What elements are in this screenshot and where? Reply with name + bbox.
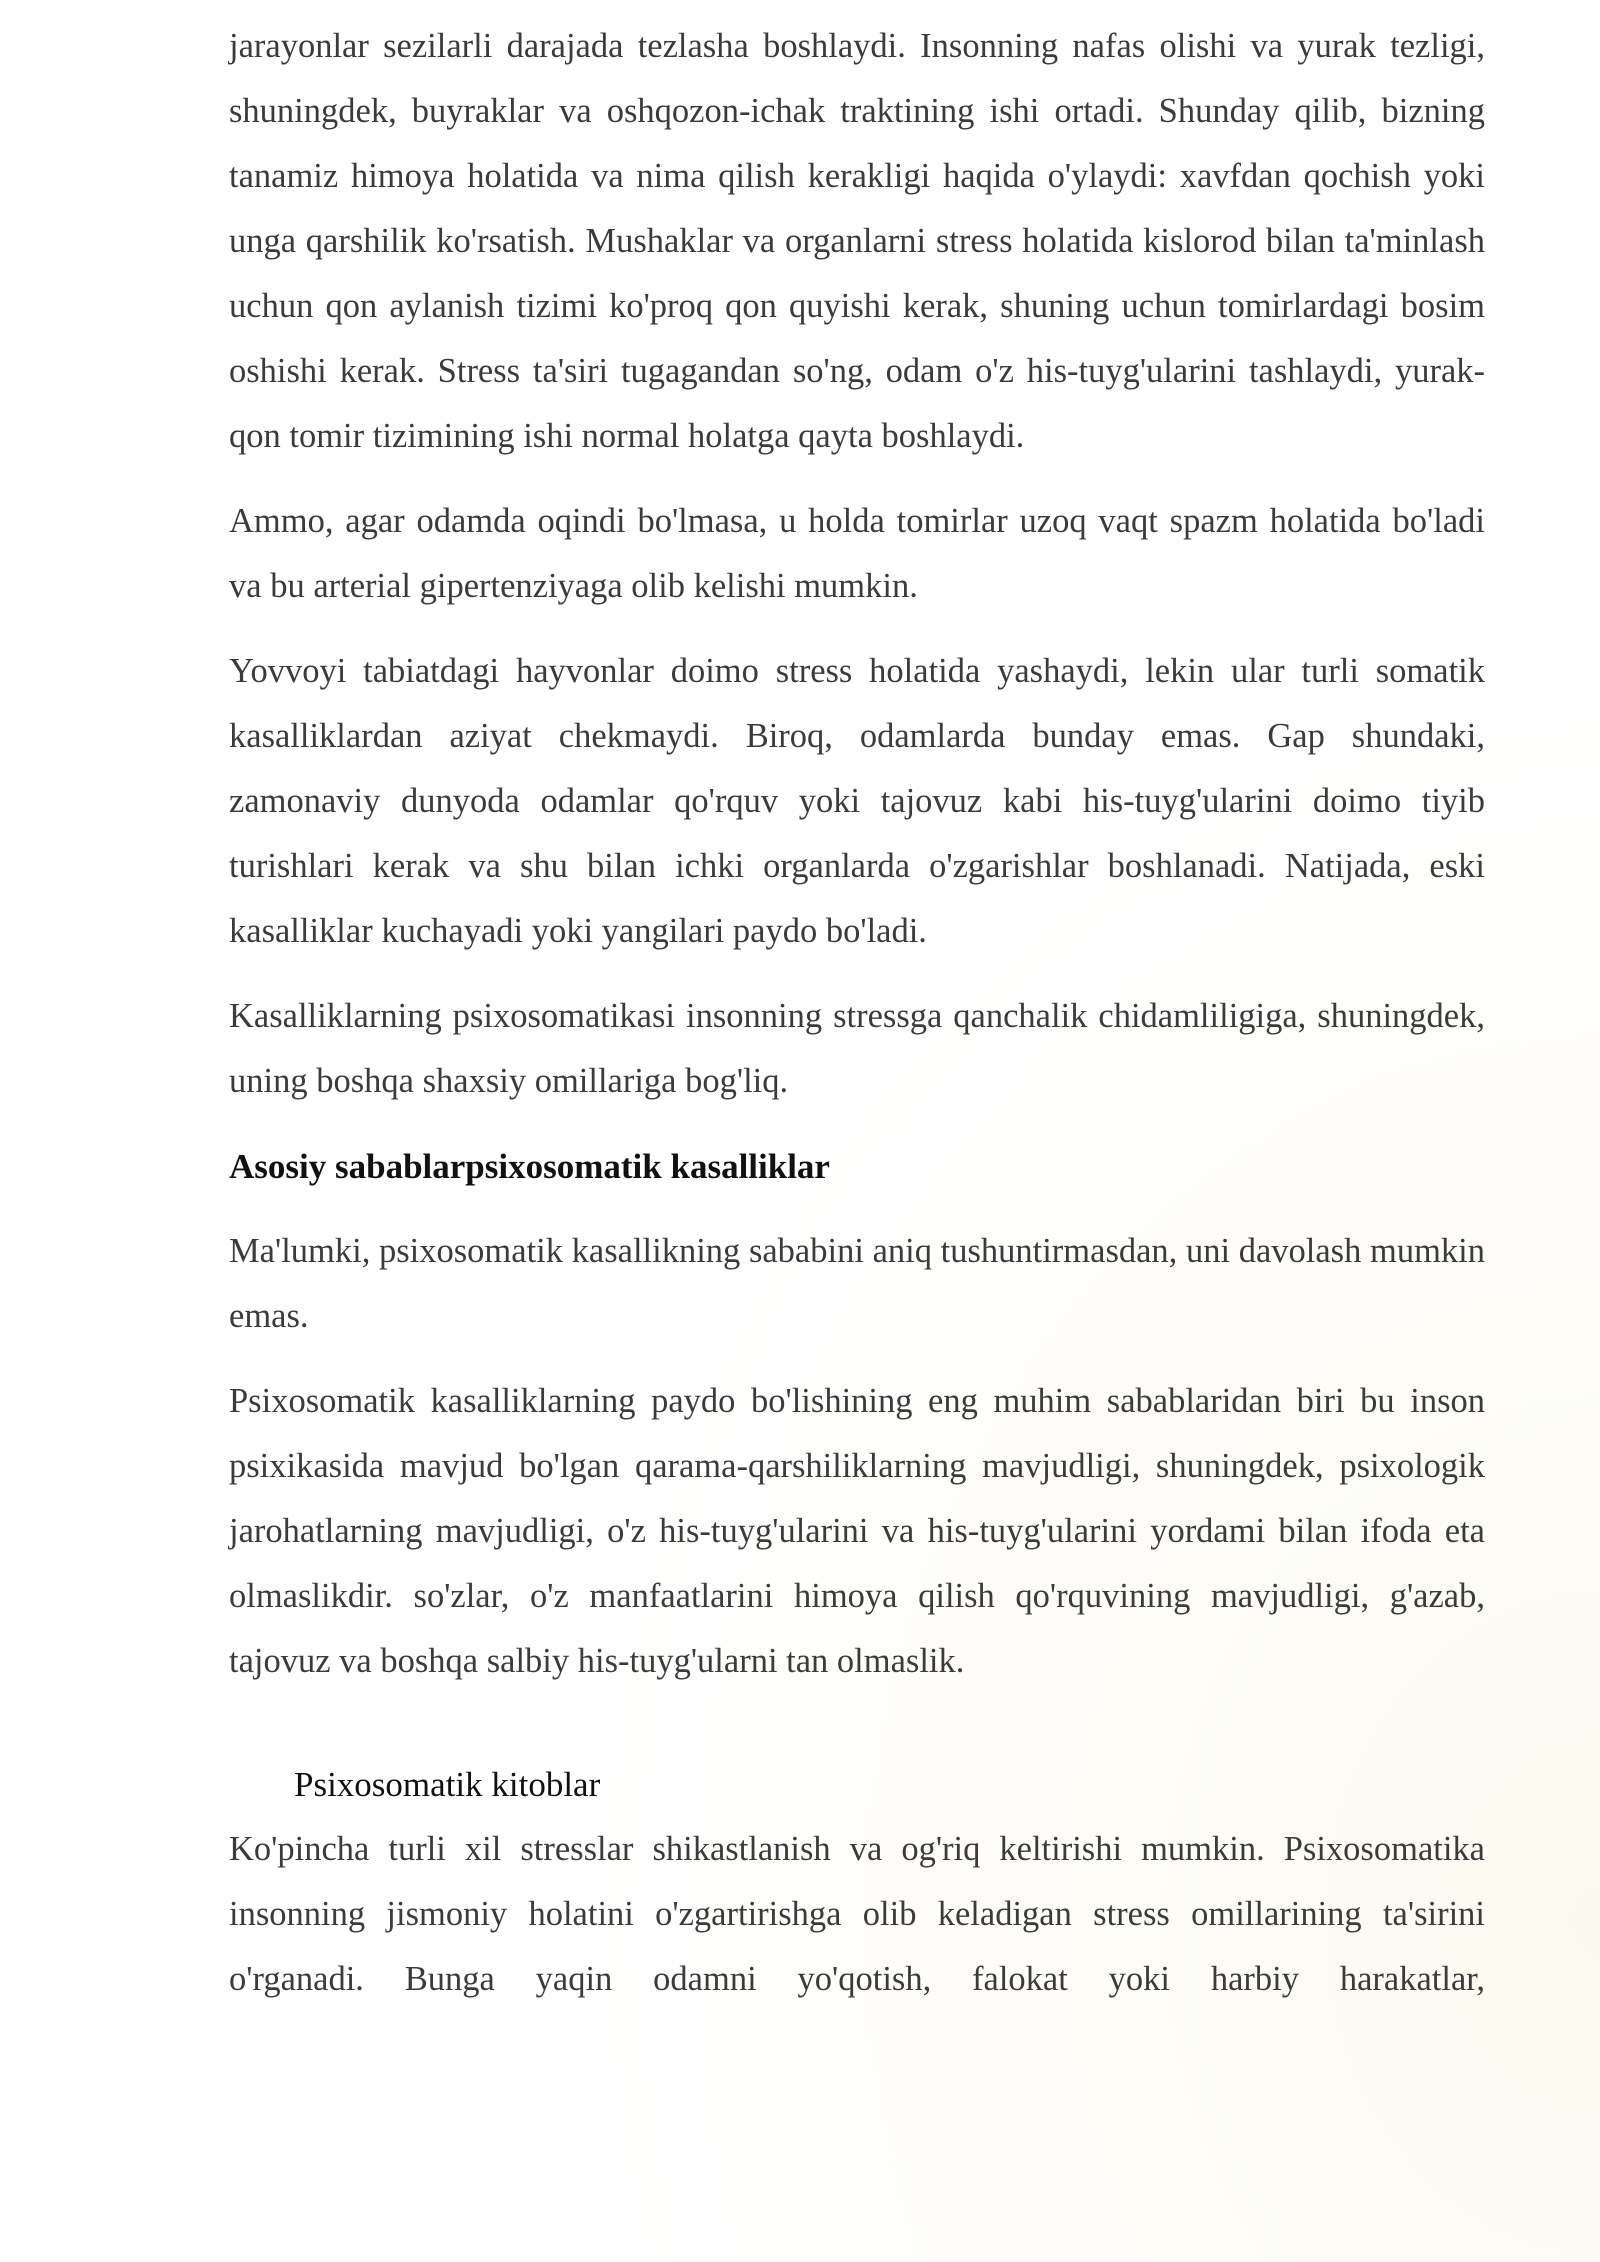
paragraph-causes-intro: Ma'lumki, psixosomatik kasallikning sababini aniq tushuntirmasdan, uni davolash mumkin emas. (229, 1232, 1485, 1335)
paragraph-hypertension: Ammo, agar odamda oqindi bo'lmasa, u holda tomirlar uzoq vaqt spazm holatida bo'ladi va bu arterial gipertenziyaga olib kelishi mumkin. (229, 502, 1485, 605)
document-body (229, 14, 1485, 2012)
paragraph-wild-animals: Yovvoyi tabiatdagi hayvonlar doimo stress holatida yashaydi, lekin ular turli somatik kasalliklardan aziyat chekmaydi. Biroq, odamlarda bunday emas. Gap shundaki, zamonaviy dunyoda odamlar qo'rquv yoki tajovuz kabi his-tuyg'ularini doimo tiyib turishlari kerak va shu bilan ichki organlarda o'zgarishlar boshlanadi. Natijada, eski kasalliklar kuchayadi yoki yangilari paydo bo'ladi. (229, 652, 1485, 950)
paragraph-causes-detail: Psixosomatik kasalliklarning paydo bo'lishining eng muhim sabablaridan biri bu inson psixikasida mavjud bo'lgan qarama-qarshiliklarning mavjudligi, shuningdek, psixologik jarohatlarning mavjudligi, o'z his-tuyg'ularini va his-tuyg'ularini yordami bilan ifoda eta olmaslikdir. so'zlar, o'z manfaatlarini himoya qilish qo'rquvining mavjudligi, g'azab, tajovuz va boshqa salbiy his-tuyg'ularni tan olmaslik. (229, 1382, 1485, 1680)
section-heading-main-causes: Asosiy sabablarpsixosomatik kasalliklar (229, 1147, 830, 1186)
paragraph-stress-resistance: Kasalliklarning psixosomatikasi insonning stressga qanchalik chidamliligiga, shuningdek, uning boshqa shaxsiy omillariga bog'liq. (229, 997, 1485, 1100)
section-heading-books: Psixosomatik kitoblar (294, 1765, 601, 1804)
paragraph-stress-response: jarayonlar sezilarli darajada tezlasha boshlaydi. Insonning nafas olishi va yurak tezligi, shuningdek, buyraklar va oshqozon-ichak traktining ishi ortadi. Shunday qilib, bizning tanamiz himoya holatida va nima qilish kerakligi haqida o'ylaydi: xavfdan qochish yoki unga qarshilik ko'rsatish. Mushaklar va organlarni stress holatida kislorod bilan ta'minlash uchun qon aylanish tizimi ko'proq qon quyishi kerak, shuning uchun tomirlardagi bosim oshishi kerak. Stress ta'siri tugagandan so'ng, odam o'z his-tuyg'ularini tashlaydi, yurak-qon tomir tizimining ishi normal holatga qayta boshlaydi. (229, 27, 1485, 455)
paragraph-books-stress: Ko'pincha turli xil stresslar shikastlanish va og'riq keltirishi mumkin. Psixosomatika insonning jismoniy holatini o'zgartirishga olib keladigan stress omillarining ta'sirini o'rganadi. Bunga yaqin odamni yo'qotish, falokat yoki harbiy harakatlar, (229, 1830, 1485, 1998)
